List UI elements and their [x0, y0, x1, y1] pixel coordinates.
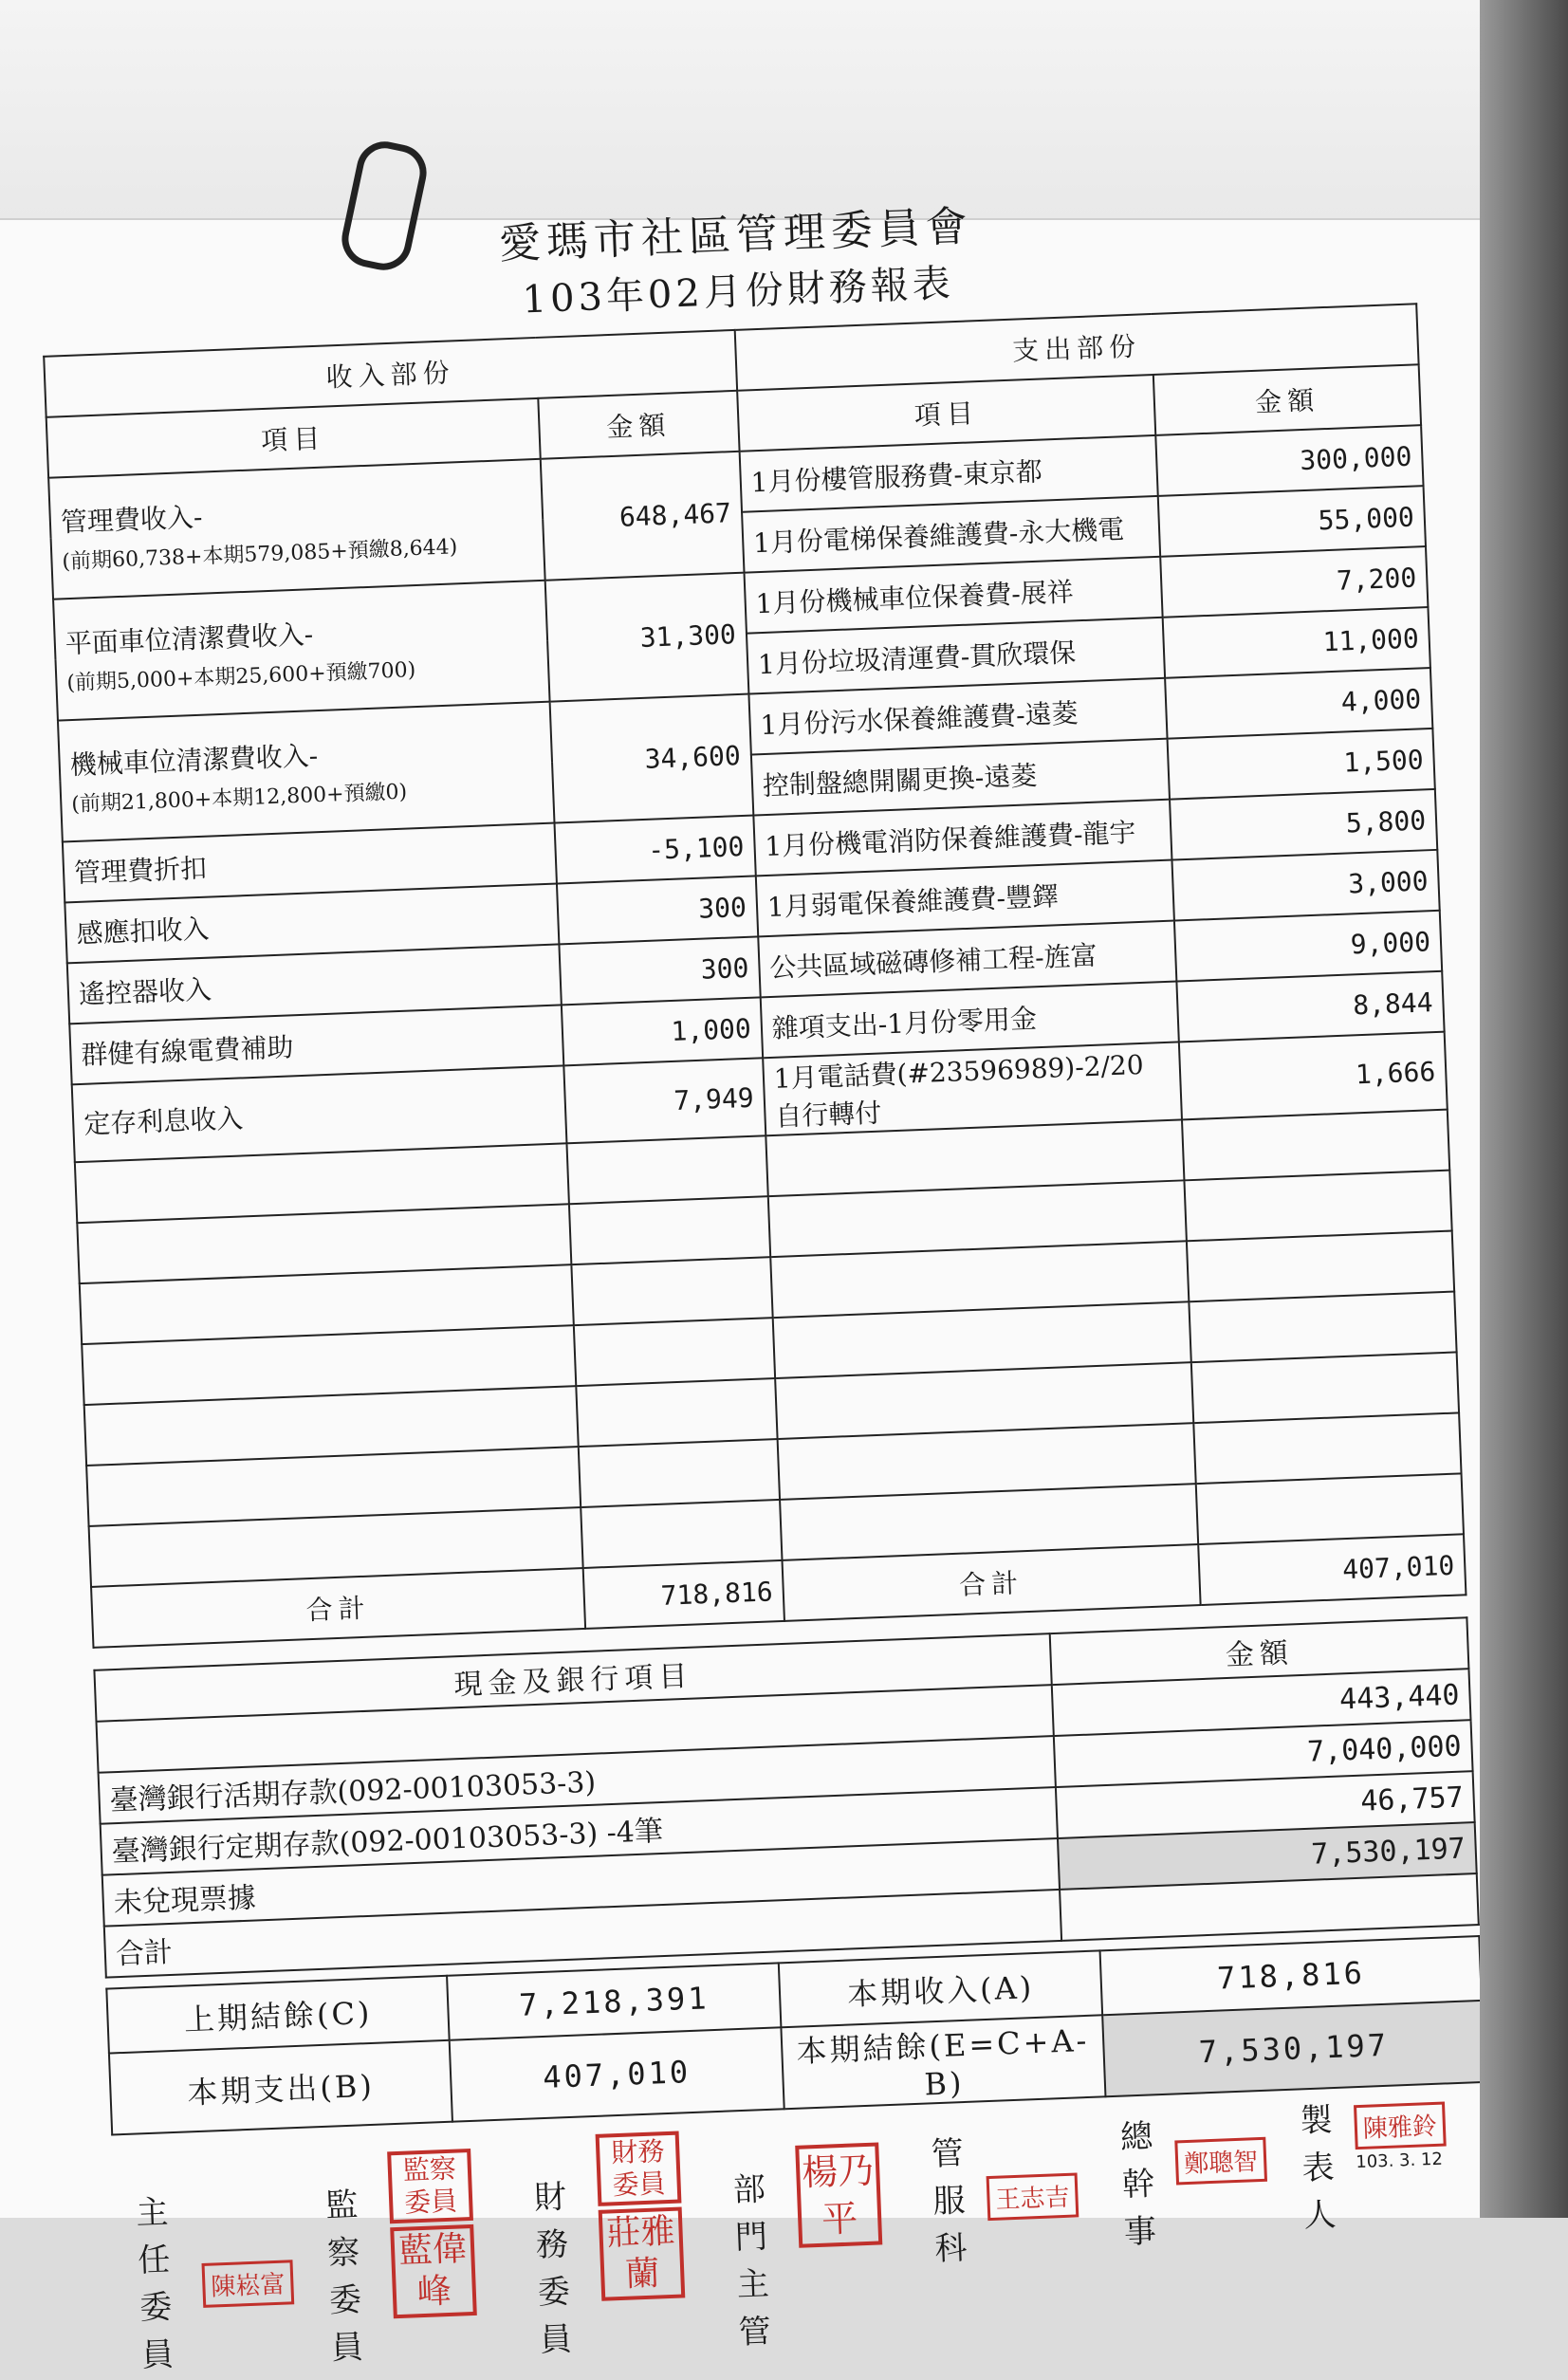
income-amount: 300	[559, 936, 760, 1005]
expense-amount: 4,000	[1165, 668, 1432, 739]
secretary-seal: 鄭聰智	[1174, 2137, 1267, 2186]
cash-item: 未兌現票據	[102, 1838, 1061, 1927]
income-item-label: 遙控器收入	[78, 973, 212, 1010]
period-income-label: 本期收入(A)	[779, 1950, 1103, 2027]
income-total-label: 合計	[91, 1568, 585, 1648]
period-expense-label: 本期支出(B)	[109, 2040, 452, 2135]
expense-amount: 7,200	[1161, 546, 1429, 618]
expense-amount: 1,666	[1179, 1032, 1448, 1120]
income-expense-table	[43, 303, 1467, 1649]
income-item	[53, 581, 550, 721]
cash-section-header: 現金及銀行項目	[94, 1633, 1052, 1722]
income-item-detail: (前期5,000+本期25,600+預繳700)	[65, 657, 416, 695]
expense-amount	[1185, 1171, 1452, 1242]
income-amount: -5,100	[554, 816, 755, 884]
signature-block	[112, 2099, 1514, 2380]
income-item-label: 定存利息收入	[83, 1102, 244, 1140]
income-amount	[579, 1439, 780, 1507]
expense-amount: 11,000	[1163, 607, 1430, 678]
supervisor-title: 監察委員	[324, 2186, 364, 2368]
income-col-item: 項目	[46, 398, 541, 478]
prev-balance: 7,218,391	[447, 1963, 781, 2039]
expense-amount	[1194, 1412, 1462, 1484]
income-amount	[576, 1378, 777, 1447]
supervisor-seal-head: 監察委員	[387, 2149, 473, 2223]
expense-item: 1月電話費(#23596989)-2/20自行轉付	[763, 1042, 1182, 1135]
cash-col-amount: 金額	[1050, 1617, 1468, 1685]
expense-item: 1月弱電保養維護費-豐鐸	[756, 860, 1175, 937]
dept-head-title: 部門主管	[732, 2170, 772, 2352]
supervisor-seal: 藍偉峰	[390, 2224, 477, 2318]
expense-total-label: 合計	[782, 1544, 1201, 1621]
mgmt-title: 管服科	[930, 2134, 968, 2269]
chair-title: 主任委員	[135, 2193, 175, 2375]
cash-item: 臺灣銀行活期存款(092-00103053-3)	[99, 1736, 1057, 1824]
expense-amount: 1,500	[1168, 729, 1435, 800]
period-balance-label: 本期結餘(E=C+A-B)	[781, 2015, 1106, 2109]
income-item-label: 管理費收入-	[60, 501, 203, 538]
secretary-title: 總幹事	[1119, 2117, 1157, 2252]
expense-amount: 9,000	[1174, 911, 1442, 982]
income-amount: 34,600	[550, 694, 754, 823]
cash-item: 臺灣銀行定期存款(092-00103053-3) -4筆	[101, 1787, 1059, 1875]
income-amount: 31,300	[545, 573, 749, 702]
expense-item: 1月份污水保養維護費-遠菱	[748, 678, 1168, 755]
cash-amount: 46,757	[1056, 1771, 1474, 1838]
expense-amount	[1182, 1110, 1449, 1181]
expense-item: 控制盤總開關更換-遠菱	[751, 739, 1171, 816]
finance-seal-head: 財務委員	[596, 2131, 682, 2206]
cash-amount: 443,440	[1052, 1669, 1470, 1736]
income-item-label: 群健有線電費補助	[80, 1031, 295, 1071]
income-item-label: 管理費折扣	[73, 852, 208, 890]
cash-bank-table	[93, 1616, 1479, 1978]
income-item-label: 機械車位清潔費收入-	[69, 739, 319, 781]
preparer-title: 製表人	[1299, 2101, 1337, 2236]
cash-total-label: 合計	[104, 1890, 1062, 1978]
expense-amount: 5,800	[1170, 789, 1437, 860]
expense-total: 407,010	[1199, 1534, 1467, 1605]
income-item	[58, 702, 555, 842]
income-amount: 1,000	[562, 997, 763, 1065]
expense-section-header: 支出部份	[734, 304, 1418, 391]
expense-item: 公共區域磁磚修補工程-旌富	[758, 921, 1177, 998]
income-amount	[571, 1257, 772, 1325]
dept-head-seal: 楊乃平	[795, 2142, 882, 2247]
income-item-label: 平面車位清潔費收入-	[65, 618, 314, 659]
binder-edge	[1480, 0, 1568, 2218]
period-expense: 407,010	[450, 2027, 784, 2121]
cash-amount: 7,040,000	[1054, 1720, 1472, 1787]
income-col-amount: 金額	[538, 391, 739, 459]
expense-item: 雜項支出-1月份零用金	[761, 981, 1180, 1058]
table-body	[48, 425, 1464, 1587]
expense-amount: 3,000	[1172, 850, 1440, 921]
income-amount: 300	[557, 876, 758, 944]
income-amount	[581, 1500, 782, 1568]
expense-amount: 300,000	[1156, 425, 1424, 496]
income-amount: 648,467	[541, 452, 745, 581]
income-total: 718,816	[583, 1560, 784, 1629]
mgmt-seal: 王志吉	[987, 2172, 1079, 2221]
income-item-detail: (前期21,800+本期12,800+預繳0)	[70, 780, 408, 817]
expense-amount	[1187, 1231, 1454, 1302]
expense-item: 1月份機械車位保養費-展祥	[744, 557, 1163, 634]
expense-amount: 55,000	[1158, 486, 1426, 557]
expense-col-item: 項目	[737, 375, 1156, 452]
income-item	[48, 459, 545, 600]
expense-amount: 8,844	[1177, 971, 1445, 1042]
income-amount	[569, 1196, 770, 1264]
cash-amount: 7,530,197	[1058, 1822, 1476, 1890]
financial-report	[38, 175, 1514, 2380]
income-amount	[574, 1318, 775, 1386]
income-amount	[566, 1135, 767, 1204]
prev-balance-label: 上期結餘(C)	[106, 1976, 450, 2054]
income-section-header: 收入部份	[44, 330, 737, 417]
expense-col-amount: 金額	[1153, 364, 1421, 435]
expense-item: 1月份垃圾清運費-貫欣環保	[747, 618, 1166, 694]
period-income: 718,816	[1100, 1936, 1482, 2015]
page-subtitle: 103年02月份財務報表	[521, 261, 955, 323]
expense-item: 1月份樓管服務費-東京都	[739, 435, 1158, 512]
page-title: 愛瑪市社區管理委員會	[498, 202, 974, 269]
finance-title: 財務委員	[533, 2178, 573, 2360]
expense-item: 1月份機電消防保養維護費-龍宇	[753, 800, 1172, 876]
period-balance: 7,530,197	[1103, 2001, 1485, 2096]
finance-seal: 莊雅蘭	[599, 2206, 686, 2300]
expense-amount	[1190, 1292, 1457, 1363]
income-amount: 7,949	[563, 1058, 766, 1143]
expense-item: 1月份電梯保養維護費-永大機電	[742, 496, 1161, 573]
preparer-seal: 陳雅鈴	[1354, 2102, 1447, 2150]
income-item-label: 感應扣收入	[75, 913, 211, 950]
income-item-detail: (前期60,738+本期579,085+預繳8,644)	[62, 534, 458, 574]
expense-amount	[1196, 1473, 1464, 1544]
chair-seal: 陳崧富	[202, 2260, 295, 2308]
preparer-date: 103. 3. 12	[1355, 2149, 1444, 2173]
expense-amount	[1191, 1352, 1459, 1423]
